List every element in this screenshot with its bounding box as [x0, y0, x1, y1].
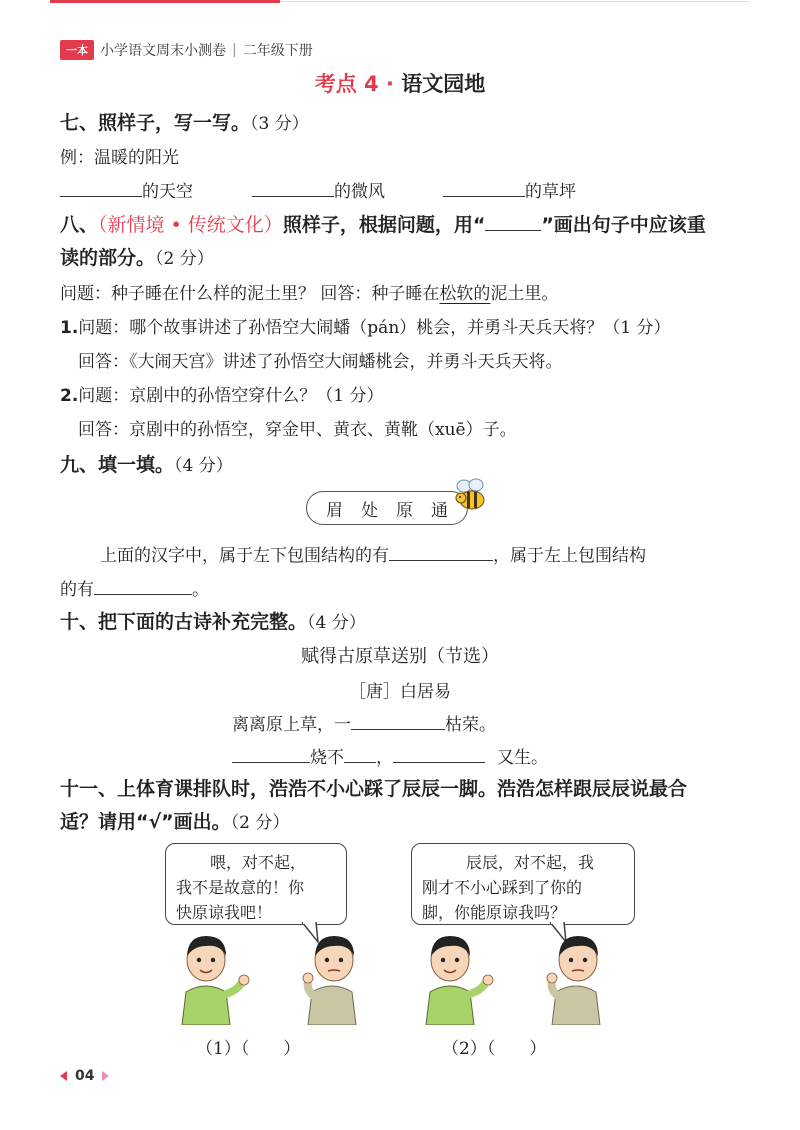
q9-char-2: 处: [361, 500, 378, 521]
poem-line-2: [232, 743, 548, 768]
poem-blank-4[interactable]: [393, 744, 485, 763]
q8-item-1-question-text: 问题：哪个故事讲述了孙悟空大闹蟠（pán）桃会，并勇斗天兵天将？（1 分）: [78, 318, 671, 338]
q8-item-1-answer[interactable]: 回答：《大闹天宫》讲述了孙悟空大闹蟠桃会，并勇斗天兵天将。: [78, 352, 563, 372]
poem-line-2-c: 又生。: [497, 748, 548, 768]
q9-text-line-2: [60, 575, 209, 600]
poem-title: 赋得古原草送别（节选）: [301, 646, 499, 667]
q7-item-2: [252, 177, 385, 202]
q9-blank-2[interactable]: [94, 576, 192, 595]
q7-score: （3 分）: [250, 114, 309, 134]
q7-blank-2[interactable]: [252, 178, 334, 197]
q7-item-1-text: 的天空: [142, 182, 193, 202]
q8-example: [60, 279, 558, 304]
q8-number: 八、: [60, 214, 99, 236]
bee-icon: [452, 478, 492, 514]
q8-heading-cont: [60, 243, 214, 270]
q11-heading: 十一、上体育课排队时，浩浩不小心踩了辰辰一脚。浩浩怎样跟辰辰说最合: [60, 778, 688, 800]
option-2-checkbox[interactable]: （2）（ ）: [442, 1039, 547, 1059]
poem-blank-1[interactable]: [351, 711, 445, 730]
bubble-2-line-2: 刚才不小心踩到了你的: [422, 878, 583, 897]
grade-label: 二年级下册: [242, 43, 313, 59]
q7-item-3: [443, 177, 576, 202]
poem-line-1-b: 枯荣。: [445, 715, 496, 735]
q9-character-box: [306, 491, 468, 525]
q8-example-b: 泥土里。: [490, 284, 559, 304]
prev-arrow-icon: [60, 1071, 67, 1081]
series-title: 小学语文周末小测卷: [100, 43, 226, 59]
topic-title: [0, 68, 800, 98]
poem-line-1: [232, 710, 496, 735]
brand-logo: 一本: [60, 40, 94, 60]
q8-example-a: 问题：种子睡在什么样的泥土里？ 回答：种子睡在: [60, 284, 440, 304]
q8-heading: [60, 210, 706, 237]
q7-item-1: [60, 177, 193, 202]
page-footer: [60, 1068, 109, 1084]
q7-title: 七、照样子，写一写。: [60, 112, 251, 134]
header-separator: |: [232, 42, 237, 58]
q8-example-underlined: 松软的: [439, 284, 491, 304]
q9-text-d: 。: [192, 580, 209, 600]
bubble-1-line-2: 我不是故意的！你: [176, 878, 305, 897]
q7-item-3-text: 的草坪: [525, 182, 576, 202]
q7-item-2-text: 的微风: [334, 182, 385, 202]
boy-haohao-illustration-2: [420, 930, 500, 1025]
poem-line-1-a: 离离原上草，一: [232, 715, 351, 735]
bubble-1-line-3: 快原谅我吧！: [176, 903, 273, 922]
q9-text-line-1: [100, 541, 646, 566]
q11-title-b: 适？请用“√”画出。: [60, 811, 231, 833]
topic-prefix: 考点 4 ·: [314, 72, 394, 96]
q7-blank-1[interactable]: [60, 178, 142, 197]
topic-name: 语文园地: [401, 72, 486, 96]
q8-title-b: ”画出句子中应该重: [541, 214, 706, 236]
q8-title-a: 照样子，根据问题，用“: [282, 214, 486, 236]
page-number: 04: [75, 1068, 95, 1084]
q9-text-a: 上面的汉字中，属于左下包围结构的有: [100, 546, 389, 566]
q11-score: （2 分）: [230, 813, 290, 833]
q8-item-2-number: 2.: [60, 386, 79, 406]
speech-bubble-2: [411, 843, 635, 925]
poem-blank-2[interactable]: [232, 744, 310, 763]
q8-tag: （新情境 • 传统文化）: [98, 214, 283, 236]
speech-bubble-1: [165, 843, 347, 925]
bubble-2-line-3: 脚，你能原谅我吗？: [422, 903, 567, 922]
q9-title: 九、填一填。: [60, 454, 175, 476]
q9-text-c: 的有: [60, 580, 94, 600]
q8-title-c: 读的部分。: [60, 247, 156, 269]
q10-title: 十、把下面的古诗补充完整。: [60, 611, 308, 633]
q9-blank-1[interactable]: [389, 542, 493, 561]
q8-item-1-number: 1.: [60, 318, 79, 338]
boy-chenchen-illustration-1: [292, 930, 372, 1025]
q7-example: 例：温暖的阳光: [60, 148, 179, 168]
poem-author: ［唐］白居易: [349, 682, 451, 702]
poem-blank-3[interactable]: [344, 744, 376, 763]
next-arrow-icon: [102, 1071, 109, 1081]
q8-item-2-question[interactable]: [60, 381, 384, 406]
boy-haohao-illustration-1: [176, 930, 256, 1025]
q8-item-2-answer[interactable]: 回答：京剧中的孙悟空，穿金甲、黄衣、黄靴（xuē）子。: [78, 420, 517, 440]
poem-line-2-a: 烧不: [310, 748, 344, 768]
option-1-checkbox[interactable]: （1）（ ）: [196, 1039, 301, 1059]
top-rule: [0, 0, 800, 4]
running-header: [60, 40, 313, 60]
q9-score: （4 分）: [174, 456, 233, 476]
q9-heading: [60, 450, 233, 477]
q7-heading: [60, 108, 309, 135]
bubble-2-line-1: 辰辰，对不起，我: [466, 853, 595, 872]
q9-char-1: 眉: [326, 500, 343, 521]
q10-heading: [60, 607, 366, 634]
bubble-1-line-1: 喂，对不起，: [210, 853, 307, 872]
q8-item-2-question-text: 问题：京剧中的孙悟空穿什么？（1 分）: [78, 386, 384, 406]
q11-heading-cont: [60, 807, 289, 834]
q9-char-4: 通: [431, 500, 448, 521]
q8-underline-sample: [485, 214, 541, 231]
q7-blank-3[interactable]: [443, 178, 525, 197]
q9-char-3: 原: [396, 500, 413, 521]
q9-text-b: ，属于左上包围结构: [493, 546, 646, 566]
poem-line-2-b: ，: [376, 748, 393, 768]
q8-item-1-question[interactable]: [60, 313, 670, 338]
q8-score: （2 分）: [155, 249, 214, 269]
q10-score: （4 分）: [307, 613, 366, 633]
boy-chenchen-illustration-2: [536, 930, 616, 1025]
